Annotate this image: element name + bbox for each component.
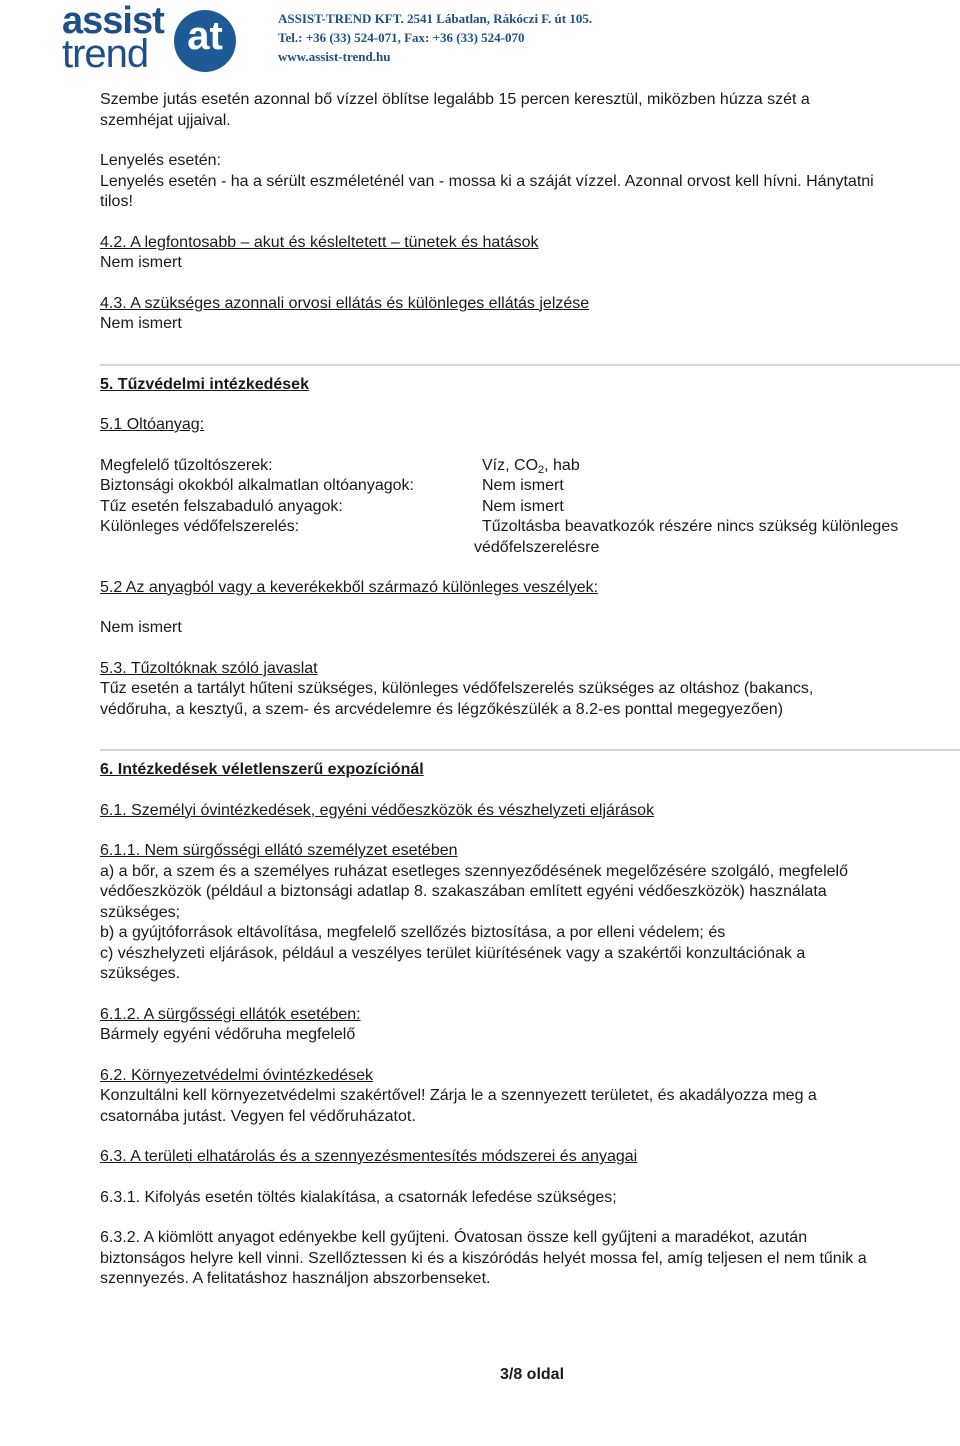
section-4-3-heading: 4.3. A szükséges azonnali orvosi ellátás és különleges ellátás jelzése: [100, 294, 590, 312]
logo-word-trend: trend: [62, 32, 149, 76]
section-5-1-heading: 5.1 Oltóanyag:: [100, 416, 205, 433]
section-5-2-text: Nem ismert: [100, 619, 182, 636]
table-row: [100, 456, 950, 476]
section-6-1-2-text: Bármely egyéni védőruha megfelelő: [100, 1026, 356, 1043]
section-4-3-text: Nem ismert: [100, 315, 182, 332]
eye-contact-line-2: szemhéjat ujjaival.: [100, 111, 231, 129]
extinguishing-media-table: [100, 456, 950, 558]
company-address: ASSIST-TREND KFT. 2541 Lábatlan, Rákóczi F. út 105.: [278, 11, 593, 26]
section-6-3-heading: 6.3. A területi elhatárolás és a szennyezésmentesítés módszerei és anyagai: [100, 1148, 638, 1165]
section-5-3-line-1: Tűz esetén a tartályt hűteni szükséges, különleges védőfelszerelés szükséges az oltáshoz (bakancs,: [100, 680, 814, 697]
special-protective-equipment-value: Tűzoltásba beavatkozók részére nincs szükség különleges védőfelszerelésre: [474, 518, 899, 556]
section-6-2-line-2: csatornába jutást. Vegyen fel védőruházatot.: [100, 1107, 416, 1125]
section-6-1-1-a-line-3: szükséges;: [100, 903, 181, 921]
section-6-2-heading: 6.2. Környezetvédelmi óvintézkedések: [100, 1066, 374, 1084]
company-phone: Tel.: +36 (33) 524-071, Fax: +36 (33) 524-070: [278, 30, 525, 45]
ingestion-line-1: Lenyelés esetén - ha a sérült eszméleténél van - mossa ki a száját vízzel. Azonnal orvost kell hívni. Hánytatni: [100, 172, 874, 190]
section-6-3-2-line-3: szennyezés. A felitatáshoz használjon abszorbenseket.: [100, 1270, 491, 1287]
eye-contact-line-1: Szembe jutás esetén azonnal bő vízzel öblítse legalább 15 percen keresztül, miközben húzza szét a: [100, 91, 810, 108]
section-6-1-1-b: b) a gyújtóforrások eltávolítása, megfelelő szellőzés biztosítása, a por elleni védelem; és: [100, 924, 726, 941]
extinguisher-unsuitable-value: Nem ismert: [482, 477, 564, 494]
ingestion-heading: Lenyelés esetén:: [100, 152, 221, 169]
section-6-1-1-a-line-1: a) a bőr, a szem és a személyes ruházat esetleges szennyeződésének megelőzésére szolgáló, megfelelő: [100, 862, 848, 880]
ingestion-line-2: tilos!: [100, 193, 133, 210]
table-row: [100, 517, 950, 558]
extinguisher-suitable-label: Megfelelő tűzoltószerek:: [100, 456, 273, 474]
section-6-1-1-c-line-2: szükséges.: [100, 965, 181, 982]
section-6-1-2-heading: 6.1.2. A sürgősségi ellátók esetében:: [100, 1005, 361, 1023]
section-5-heading: 5. Tűzvédelmi intézkedések: [100, 375, 309, 393]
company-website: www.assist-trend.hu: [278, 49, 391, 64]
document-body: [100, 90, 950, 1290]
logo-at-circle: [174, 10, 236, 72]
extinguisher-unsuitable-label: Biztonsági okokból alkalmatlan oltóanyagok:: [100, 477, 414, 494]
section-5-3-heading: 5.3. Tűzoltóknak szóló javaslat: [100, 659, 318, 677]
section-6-3-1: 6.3.1. Kifolyás esetén töltés kialakítása, a csatornák lefedése szükséges;: [100, 1188, 617, 1206]
section-6-1-1-a-line-2: védőeszközök (például a biztonsági adatlap 8. szakaszában említett egyéni védőeszközök) használata: [100, 883, 827, 900]
fire-released-substances-value: Nem ismert: [482, 497, 564, 515]
section-6-1-1-heading: 6.1.1. Nem sürgősségi ellátó személyzet esetében: [100, 842, 458, 859]
logo-at-mark: at: [187, 14, 223, 58]
section-6-3-2-line-2: biztonságos helyre kell vinni. Szellőztessen ki és a kiszóródás helyét mossa fel, amíg teljesen el nem tűnik a: [100, 1249, 867, 1267]
section-5-3-line-2: védőruha, a kesztyű, a szem- és arcvédelemre és légzőkészülék a 8.2-es ponttal megegyezően): [100, 700, 784, 718]
logo-word-assist: assist: [62, 0, 164, 42]
section-4-2-heading: 4.2. A legfontosabb – akut és késleltetett – tünetek és hatások: [100, 233, 539, 251]
section-6-2-line-1: Konzultálni kell környezetvédelmi szakértővel! Zárja le a szennyezett területet, és akadályozza meg a: [100, 1087, 817, 1104]
company-logo: [62, 0, 242, 76]
special-protective-equipment-label: Különleges védőfelszerelés:: [100, 518, 300, 535]
extinguisher-suitable-value: Víz, $CO_2$, hab: [482, 456, 580, 476]
section-6-1-heading: 6.1. Személyi óvintézkedések, egyéni védőeszközök és vészhelyzeti eljárások: [100, 801, 655, 819]
section-6-heading: 6. Intézkedések véletlenszerű expozíciónál: [100, 761, 424, 778]
company-info: [278, 9, 592, 66]
section-6-1-1-c-line-1: c) vészhelyzeti eljárások, például a veszélyes terület kiürítésének vagy a szakértői konzultációnak a: [100, 944, 806, 962]
section-5-2-heading: 5.2 Az anyagból vagy a keverékekből származó különleges veszélyek:: [100, 578, 599, 596]
table-row: [100, 476, 950, 496]
letterhead: [0, 0, 960, 80]
fire-released-substances-label: Tűz esetén felszabaduló anyagok:: [100, 497, 343, 515]
page-number: 3/8 oldal: [499, 1366, 565, 1383]
table-row: [100, 497, 950, 517]
section-4-2-text: Nem ismert: [100, 254, 182, 271]
section-6-3-2-line-1: 6.3.2. A kiömlött anyagot edényekbe kell gyűjteni. Óvatosan össze kell gyűjteni a maradékot, azután: [100, 1229, 808, 1246]
